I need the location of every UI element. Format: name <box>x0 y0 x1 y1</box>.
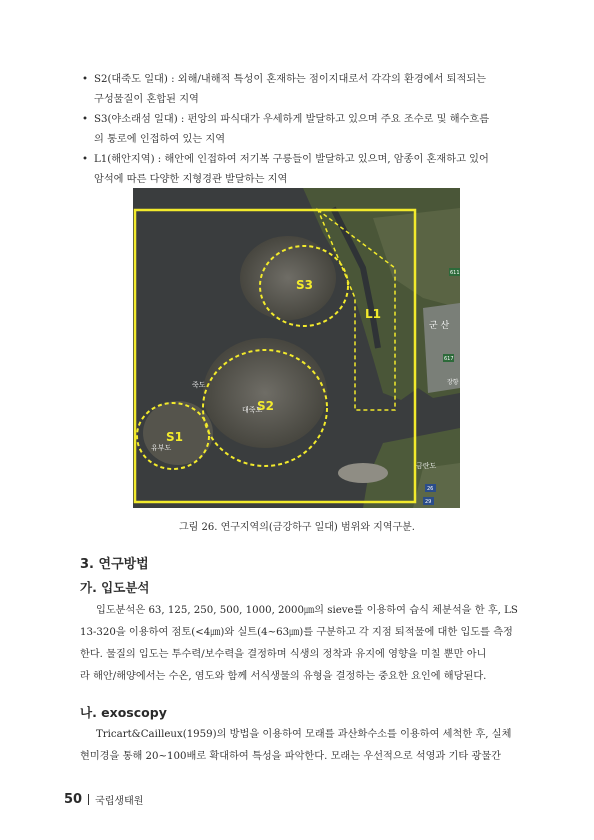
bullet-mark: • <box>82 74 89 85</box>
svg-text:617: 617 <box>444 356 454 362</box>
paragraph-line: 13-320을 이용하여 점토(<4㎛)와 실트(4~63㎛)를 구분하고 각 지점 퇴적물에 대한 입도를 측정 <box>80 627 513 638</box>
bullet-s3-line1: S3(야소래섬 일대) : 펀앙의 파식대가 우세하게 발달하고 있으며 주요 조수로 및 해수흐름 <box>94 114 490 125</box>
paragraph-line: Tricart&Cailleux(1959)의 방법을 이용하여 모래를 과산화수소를 이용하여 세척한 후, 실체 <box>96 729 512 740</box>
bullet-s2-line2: 구성물질이 혼합된 지역 <box>94 94 199 105</box>
bullet-mark: • <box>82 114 89 125</box>
svg-text:611: 611 <box>450 270 460 276</box>
bullet-mark: • <box>82 154 89 165</box>
bullet-s2-line1: S2(대죽도 일대) : 외해/내해적 특성이 혼재하는 점이지대로서 각각의 환경에서 퇴적되는 <box>94 74 487 85</box>
place-label-geumrando: 금란도 <box>416 462 437 470</box>
section-heading: 3. 연구방법 <box>80 557 149 572</box>
paragraph-exoscopy <box>80 724 532 768</box>
paragraph-line: 입도분석은 63, 125, 250, 500, 1000, 2000㎛의 sieve를 이용하여 습식 체분석을 한 후, LS <box>96 605 518 616</box>
satellite-map <box>133 188 460 508</box>
svg-text:29: 29 <box>425 499 432 505</box>
paragraph-line: 현미경을 통해 20~100배로 확대하여 특성을 파악한다. 모래는 우선적으로 석영과 기타 광물간 <box>80 751 502 762</box>
study-area-map <box>133 188 460 508</box>
zone-label-l1: L1 <box>365 307 381 321</box>
figure-caption: 그림 26. 연구지역의(금강하구 일대) 범위와 지역구분. <box>179 522 415 533</box>
bullet-l1-line2: 암석에 따른 다양한 지형경관 발달하는 지역 <box>94 174 288 185</box>
zone-label-s2: S2 <box>257 399 274 413</box>
bullet-s3 <box>82 110 532 150</box>
zone-label-s1: S1 <box>166 430 183 444</box>
zone-label-s3: S3 <box>296 278 313 292</box>
tidal-flat-s2 <box>203 338 327 448</box>
place-label-yubudo: 유부도 <box>151 444 172 452</box>
tidal-flat-s3 <box>240 236 336 320</box>
footer-divider <box>88 794 89 805</box>
place-label-janghang: 장항 <box>447 379 459 386</box>
paragraph-line: 한다. 물질의 입도는 투수력/보수력을 결정하며 식생의 정착과 유지에 영향을 미칠 뿐만 아니 <box>80 649 487 660</box>
place-label-gunsan: 군 산 <box>429 321 450 331</box>
bullet-s2 <box>82 70 532 110</box>
bullet-l1 <box>82 150 532 190</box>
paragraph-grain-size <box>80 600 532 688</box>
subsection-heading-ga: 가. 입도분석 <box>80 580 150 595</box>
bullet-l1-line1: L1(해안지역) : 해안에 인접하여 저기복 구릉들이 발달하고 있으며, 암종이 혼재하고 있어 <box>94 154 489 165</box>
reclaimed-sand <box>338 463 388 483</box>
bullet-list <box>82 70 532 190</box>
paragraph-line: 라 해안/해양에서는 수온, 염도와 함께 서식생물의 유형을 결정하는 중요한 요인에 해당된다. <box>80 671 487 682</box>
svg-text:26: 26 <box>427 486 434 492</box>
place-label-daejukdo: 대죽도 <box>242 406 263 414</box>
page-number: 50 <box>64 792 83 807</box>
subsection-heading-na: 나. exoscopy <box>80 705 167 720</box>
footer-organization: 국립생태원 <box>95 796 144 807</box>
page-footer <box>64 792 143 807</box>
bullet-s3-line2: 의 통로에 인접하여 있는 지역 <box>94 134 226 145</box>
place-label-jukdo: 죽도 <box>192 381 206 389</box>
